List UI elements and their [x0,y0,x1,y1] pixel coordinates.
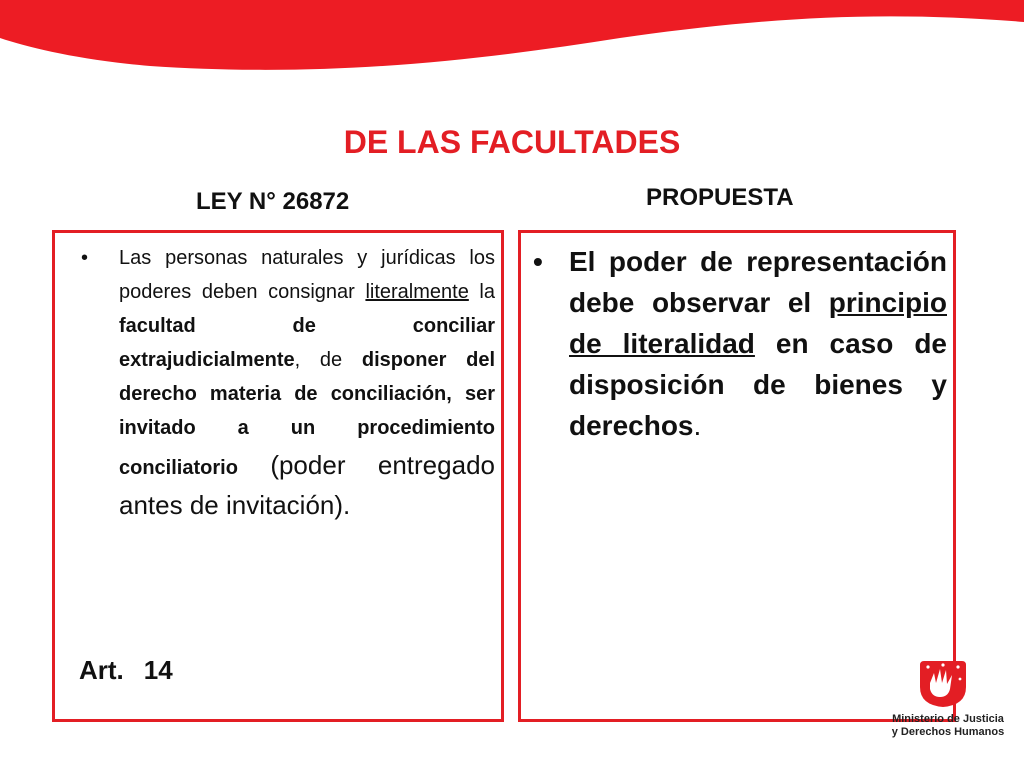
left-column-heading: LEY N° 26872 [196,188,350,215]
article-number: 14 [143,655,173,685]
hand-stars-icon [918,657,968,709]
right-column-heading: PROPUESTA [646,184,794,211]
slide-title: DE LAS FACULTADES [343,124,681,160]
left-content-box [52,230,504,722]
bullet-icon: • [533,246,543,277]
top-red-banner [0,0,1024,80]
article-reference [79,655,173,686]
bullet-icon: • [81,247,89,269]
logo-text: Ministerio de Justicia y Derechos Humanos [891,713,1005,738]
article-label: Art. [79,655,124,685]
right-content-box [518,230,956,722]
right-bullet-text: El poder de representación debe observar el principio de literalidad en caso de disposición de bienes y derechos. [569,246,948,441]
left-bullet-item [81,241,495,525]
ministry-logo [888,655,1008,745]
left-bullet-text: Las personas naturales y jurídicas los poderes deben consignar literalmente la facultad de conciliar extrajudicialmente, de disponer del derecho materia de conciliación, ser invitado a un procedimiento conciliatorio (poder entregado antes de invitación). [119,247,496,520]
right-bullet-item [533,241,947,446]
